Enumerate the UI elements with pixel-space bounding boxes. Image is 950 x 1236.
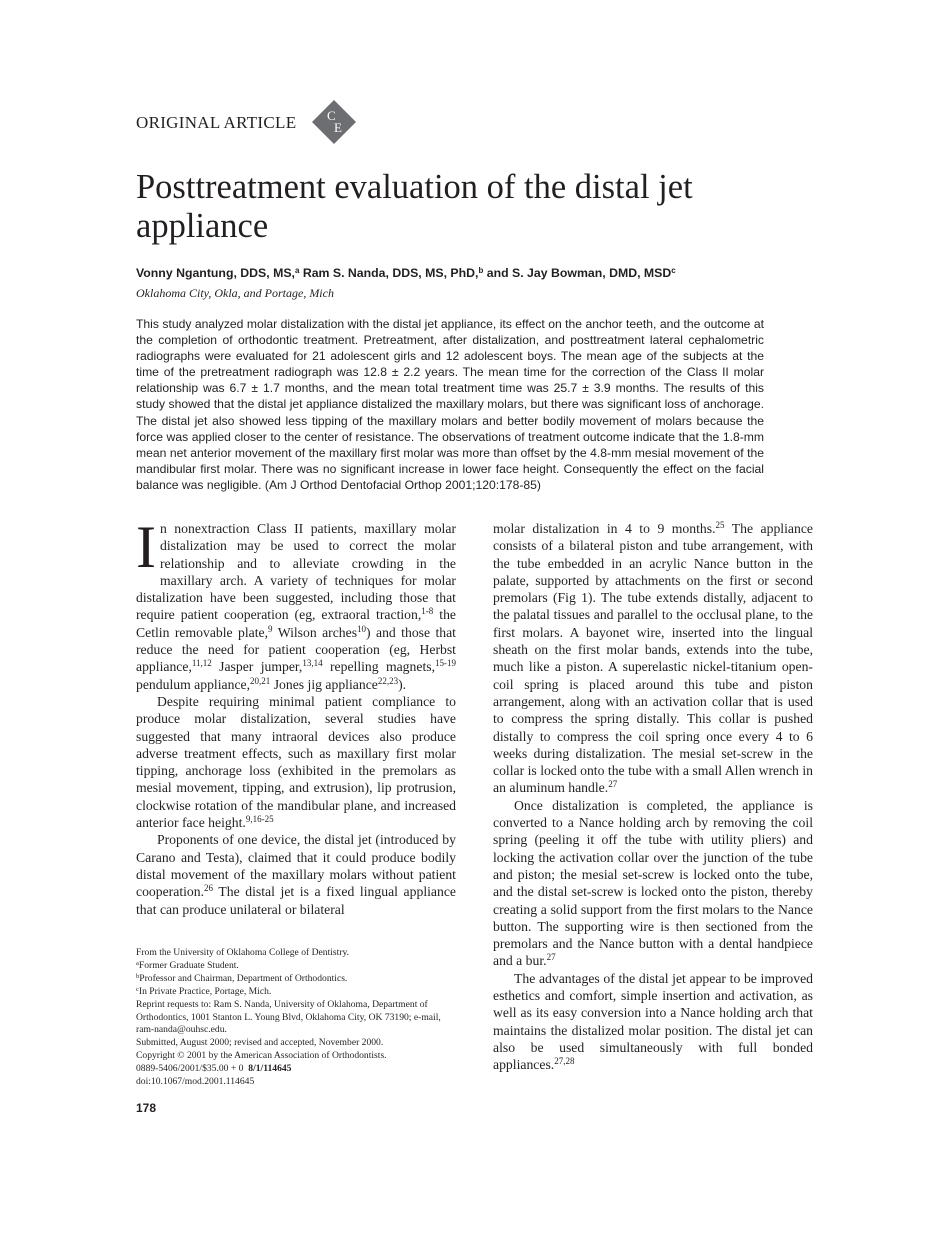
- abstract: This study analyzed molar distalization with the distal jet appliance, its effect on the anchor teeth, and the outcome at the completion of orthodontic treatment. Pretreatment, after distalization, and posttreatment lateral cephalometric radiographs were evaluated for 21 adolescent girls and 12 adolescent boys. The mean age of the subjects at the time of the pretreatment radiograph was 12.8 ± 2.2 years. The mean time for the correction of the Class II molar relationship was 6.7 ± 1.7 months, and the mean total treatment time was 25.7 ± 3.9 months. The results of this study showed that the distal jet appliance distalized the maxillary molars, but there was significant loss of anchorage. The distal jet also showed less tipping of the maxillary molars and better bodily movement of molars because the force was applied closer to the center of resistance. The observations of treatment outcome indicate that the 1.8-mm mean net anterior movement of the maxillary first molar was more than offset by the 4.8-mm mesial movement of the mandibular first molar. There was no significant increase in lower face height. Consequently the effect on the facial balance was negligible. (Am J Orthod Dentofacial Orthop 2001;120:178-85): [136, 317, 764, 492]
- ce-letter-e: E: [334, 120, 342, 135]
- ce-letter-c: C: [327, 108, 336, 123]
- author-affiliation-mark: b: [478, 266, 484, 275]
- body-paragraph: In nonextraction Class II patients, maxillary molar distalization may be used to correct the molar relationship and to alleviate crowding in the maxillary arch. A variety of techniques for molar distalization have been suggested, including those that require patient cooperation (eg, extraoral traction,$^{1-8}$ the Cetlin removable plate,$^9$ Wilson arches$^{10}$) and those that reduce the need for patient cooperation (eg, Herbst appliance,$^{11,12}$ Jasper jumper,$^{13,14}$ repelling magnets,$^{15-19}$ pendulum appliance,$^{20,21}$ Jones jig appliance$^{22,23}$).: [136, 514, 456, 692]
- author-affiliation: Oklahoma City, Okla, and Portage, Mich: [136, 286, 334, 300]
- citation-ref: 27: [546, 952, 556, 963]
- ce-diamond-icon: [310, 98, 358, 146]
- citation-ref: 26: [204, 883, 214, 894]
- body-column-right: [493, 520, 813, 1074]
- citation-ref: 25: [715, 520, 725, 530]
- footnote: $^c$In Private Practice, Portage, Mich.: [136, 985, 272, 997]
- drop-cap: I: [136, 514, 156, 580]
- body-paragraph: Despite requiring minimal patient compliance to produce molar distalization, several studies have suggested that many intraoral devices also produce adverse treatment effects, such as maxillary first molar tipping, anchorage loss (exhibited in the premolars as mesial movement, tipping, and extrusion), lip protrusion, clockwise rotation of the mandibular plane, and increased anterior face height.$^{9,16-25}$: [136, 693, 456, 831]
- author-affiliation-mark: a: [294, 266, 300, 275]
- citation-ref: 1-8: [421, 606, 434, 617]
- author-name: Vonny Ngantung, DDS, MS,: [136, 266, 295, 280]
- doi-link[interactable]: doi:10.1067/mod.2001.114645: [136, 1076, 255, 1088]
- body-paragraph: Proponents of one device, the distal jet (introduced by Carano and Testa), claimed that it could produce bodily distal movement of the maxillary molars without patient cooperation.$^{26}$ The distal jet is a fixed lingual appliance that can produce unilateral or bilateral: [136, 832, 456, 917]
- citation-ref: 27,28: [554, 1056, 575, 1067]
- citation-ref: 20,21: [250, 675, 271, 686]
- copyright: Copyright © 2001 by the American Association of Orthodontists.: [136, 1050, 387, 1062]
- citation-ref: 9: [268, 623, 273, 634]
- author-affiliation-mark: c: [671, 266, 676, 275]
- body-paragraph: The advantages of the distal jet appear to be improved esthetics and comfort, simple insertion and activation, as well as its easy conversion into a Nance holding arch that maintains the distalized molar position. The distal jet can also be used simultaneously with full bonded appliances.$^{27,28}$: [493, 970, 813, 1073]
- footnote: From the University of Oklahoma College of Dentistry.: [136, 947, 350, 958]
- continuing-education-badge-icon: [310, 98, 358, 146]
- body-column-left: [136, 514, 456, 918]
- body-paragraph-continued: molar distalization in 4 to 9 months.$^{25}$ The appliance consists of a bilateral piston and tube arrangement, with the tube embedded in an acrylic Nance button in the palate, supported by attachments on the first or second premolars (Fig 1). The tube extends distally, adjacent to the palatal tissues and parallel to the occlusal plane, to the first molars. A bayonet wire, inserted into the lingual sheath on the first molar bands, extends into the tube, much like a piston. A superelastic nickel-titanium open-coil spring is placed around this tube and piston arrangement, along with an activation collar that is used to compress the spring distally. This collar is pushed distally to compress the coil spring once every 4 to 6 weeks during distalization. The mesial set-screw in the collar is locked onto the tube with a small Allen wrench in an aluminum handle.$^{27}$: [493, 520, 813, 796]
- issn-line: 0889-5406/2001/$35.00 + 0 8/1/114645: [136, 1063, 292, 1075]
- author-line: [136, 266, 776, 280]
- footnote: $^a$Former Graduate Student.: [136, 959, 239, 971]
- citation-ref: 11,12: [191, 658, 212, 669]
- author-name: and S. Jay Bowman, DMD, MSD: [483, 266, 672, 280]
- footnotes: [136, 947, 458, 1089]
- citation-ref: 10: [357, 623, 367, 634]
- citation-ref: 27: [608, 779, 618, 790]
- article-title: Posttreatment evaluation of the distal jet appliance: [136, 168, 693, 245]
- article-type-label: ORIGINAL ARTICLE: [136, 113, 297, 132]
- page-number: 178: [136, 1101, 157, 1115]
- citation-ref: 9,16-25: [245, 814, 274, 825]
- citation-ref: 22,23: [377, 675, 399, 686]
- body-paragraph: Once distalization is completed, the appliance is converted to a Nance holding arch by removing the coil spring (peeling it off the tube with utility pliers) and locking the activation collar over the junction of the tube and piston; the mesial set-screw is locked onto the tube, and the distal set-screw is locked onto the piston, thereby creating a solid support from the first molars to the Nance button. The supporting wire is then sectioned from the premolars and the Nance button with a dental handpiece and a bur.$^{27}$: [493, 797, 813, 969]
- reprint-request: Reprint requests to: Ram S. Nanda, University of Oklahoma, Department of Orthodontics, 1001 Stanton L. Young Blvd, Oklahoma City, OK 73190; e-mail, ram-nanda@ouhsc.edu.: [136, 998, 441, 1036]
- citation-ref: 15-19: [435, 658, 456, 669]
- submission-dates: Submitted, August 2000; revised and accepted, November 2000.: [136, 1037, 384, 1049]
- author-name: Ram S. Nanda, DDS, MS, PhD,: [299, 266, 479, 280]
- citation-ref: 13,14: [302, 658, 323, 669]
- footnote: $^b$Professor and Chairman, Department of Orthodontics.: [136, 972, 348, 984]
